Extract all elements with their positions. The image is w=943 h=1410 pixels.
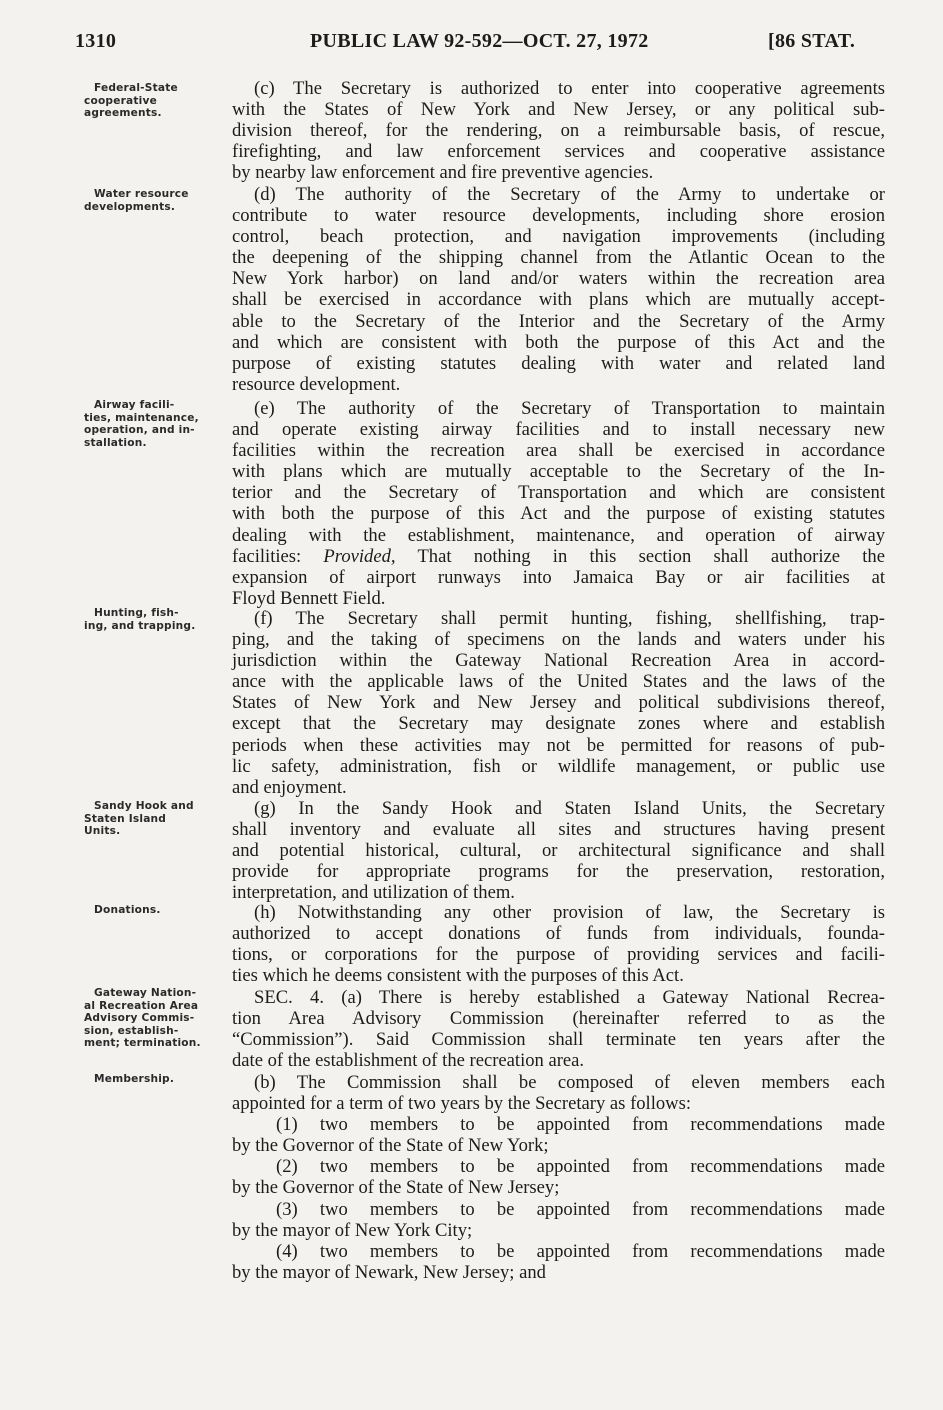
italic-text: Provided,: [323, 545, 396, 567]
text-line: (g) In the Sandy Hook and Staten Island Units, the Secretary: [254, 798, 885, 819]
text-line: by the Governor of the State of New Jersey;: [232, 1177, 560, 1199]
text-line: (d) The authority of the Secretary of the Army to undertake or: [254, 184, 885, 205]
text-line: and which are consistent with both the purpose of this Act and the: [232, 331, 885, 353]
text-line: division thereof, for the rendering, on a reimbursable basis, of rescue,: [232, 120, 885, 142]
text-line: ping, and the taking of specimens on the lands and waters under his: [232, 629, 885, 651]
margin-note-line: ment; termination.: [84, 1037, 201, 1050]
text-line: (1) two members to be appointed from recommendations made: [276, 1114, 885, 1136]
paragraph-sec4b: [232, 1072, 885, 1283]
text-line: shall inventory and evaluate all sites and structures having present: [232, 819, 885, 841]
margin-note-line: ties, maintenance,: [84, 411, 199, 424]
text-line: with plans which are mutually acceptable to the Secretary of the In-: [232, 461, 885, 483]
text-line: (3) two members to be appointed from recommendations made: [276, 1198, 885, 1220]
running-title: PUBLIC LAW 92-592—OCT. 27, 1972: [310, 30, 649, 52]
text-line: interpretation, and utilization of them.: [232, 882, 515, 904]
paragraph-e: [232, 398, 885, 609]
text-line: with the States of New York and New Jersey, or any political sub-: [232, 99, 885, 121]
text-line: (4) two members to be appointed from recommendations made: [276, 1240, 885, 1262]
text-line: by nearby law enforcement and fire preventive agencies.: [232, 162, 654, 184]
margin-note: [84, 399, 219, 449]
text-line: authorized to accept donations of funds from individuals, founda-: [232, 923, 885, 945]
text-line: purpose of existing statutes dealing with water and related land: [232, 352, 885, 374]
text-line: tions, or corporations for the purpose of providing services and facili-: [232, 944, 885, 966]
text-line: appointed for a term of two years by the Secretary as follows:: [232, 1093, 692, 1115]
text-line: Floyd Bennett Field.: [232, 587, 386, 609]
text-line: provide for appropriate programs for the preservation, restoration,: [232, 861, 885, 883]
text-line: by the Governor of the State of New York;: [232, 1135, 549, 1157]
text-line: periods when these activities may not be permitted for reasons of pub-: [232, 734, 885, 756]
margin-note: [84, 607, 219, 632]
text-line: shall be exercised in accordance with plans which are mutually accept-: [232, 289, 885, 311]
text-line: and operate existing airway facilities and to install necessary new: [232, 419, 885, 441]
text-line: [232, 546, 885, 567]
margin-note: [84, 188, 219, 213]
text-line: dealing with the establishment, maintenance, and operation of airway: [232, 524, 885, 546]
paragraph-d: [232, 184, 885, 395]
text-line: tion Area Advisory Commission (hereinafter referred to as the: [232, 1008, 885, 1030]
text-line: firefighting, and law enforcement services and cooperative assistance: [232, 141, 885, 163]
text-line: (h) Notwithstanding any other provision of law, the Secretary is: [254, 902, 885, 923]
margin-note-line: Hunting, fish-: [94, 607, 179, 619]
text-line: “Commission”). Said Commission shall terminate ten years after the: [232, 1029, 885, 1051]
statute-volume: [86 STAT.: [768, 30, 856, 52]
text-line: and potential historical, cultural, or architectural significance and shall: [232, 840, 885, 862]
margin-note-line: developments.: [84, 200, 176, 213]
margin-note-line: cooperative: [84, 94, 157, 107]
text-line: New York harbor) on land and/or waters within the recreation area: [232, 268, 885, 290]
text-line: (c) The Secretary is authorized to enter into cooperative agreements: [254, 78, 885, 99]
text-line: the deepening of the shipping channel from the Atlantic Ocean to the: [232, 247, 885, 269]
text-line: SEC. 4. (a) There is hereby established a Gateway National Recrea-: [254, 987, 885, 1008]
margin-note-line: Water resource: [94, 188, 189, 200]
text-line: facilities within the recreation area shall be exercised in accordance: [232, 440, 885, 462]
paragraph-c: [232, 78, 885, 183]
text-line: expansion of airport runways into Jamaica Bay or air facilities at: [232, 566, 885, 588]
text-line: date of the establishment of the recreation area.: [232, 1050, 585, 1072]
text-line: resource development.: [232, 373, 401, 395]
text-line: lic safety, administration, fish or wildlife management, or public use: [232, 755, 885, 777]
text-line: by the mayor of Newark, New Jersey; and: [232, 1261, 546, 1283]
text-line: except that the Secretary may designate zones where and establish: [232, 713, 885, 735]
text-segment: That nothing in this section shall authorize the: [395, 545, 885, 567]
paragraph-h: [232, 902, 885, 986]
text-line: jurisdiction within the Gateway National Recreation Area in accord-: [232, 650, 885, 672]
margin-note-line: Staten Island: [84, 812, 167, 825]
paragraph-f: [232, 608, 885, 798]
margin-note-line: Federal-State: [94, 82, 178, 94]
text-line: (b) The Commission shall be composed of eleven members each: [254, 1072, 885, 1093]
text-line: able to the Secretary of the Interior and the Secretary of the Army: [232, 310, 885, 332]
paragraph-sec4a: [232, 987, 885, 1071]
text-line: (2) two members to be appointed from recommendations made: [276, 1156, 885, 1178]
margin-note-line: Advisory Commis-: [84, 1012, 195, 1025]
margin-note-line: Units.: [84, 825, 121, 838]
margin-note-line: agreements.: [84, 107, 162, 120]
page-number: 1310: [75, 30, 117, 52]
text-line: contribute to water resource developments, including shore erosion: [232, 205, 885, 227]
text-line: ties which he deems consistent with the purposes of this Act.: [232, 965, 684, 987]
margin-note: [84, 904, 219, 917]
text-line: control, beach protection, and navigation improvements (including: [232, 226, 885, 248]
text-line: by the mayor of New York City;: [232, 1219, 473, 1241]
paragraph-g: [232, 798, 885, 903]
text-line: (f) The Secretary shall permit hunting, fishing, shellfishing, trap-: [254, 608, 885, 629]
text-line: terior and the Secretary of Transportation and which are consistent: [232, 482, 885, 504]
margin-note: [84, 987, 219, 1050]
margin-note-line: Airway facili-: [94, 399, 175, 411]
margin-note-line: Membership.: [94, 1073, 175, 1085]
text-line: (e) The authority of the Secretary of Transportation to maintain: [254, 398, 885, 419]
margin-note-line: operation, and in-: [84, 424, 195, 437]
margin-note: [84, 800, 219, 838]
text-line: with both the purpose of this Act and the purpose of existing statutes: [232, 503, 885, 525]
margin-note: [84, 82, 219, 120]
margin-note: [84, 1073, 219, 1086]
margin-note-line: ing, and trapping.: [84, 619, 196, 632]
margin-note-line: sion, establish-: [84, 1024, 179, 1037]
text-line: States of New York and New Jersey and political subdivisions thereof,: [232, 692, 885, 714]
text-line: ance with the applicable laws of the United States and the laws of the: [232, 671, 885, 693]
margin-note-line: al Recreation Area: [84, 999, 199, 1012]
margin-note-line: Donations.: [94, 904, 161, 916]
margin-note-line: stallation.: [84, 436, 147, 449]
margin-note-line: Gateway Nation-: [94, 987, 197, 999]
text-segment: facilities:: [232, 545, 324, 567]
text-line: and enjoyment.: [232, 776, 347, 798]
margin-note-line: Sandy Hook and: [94, 800, 194, 812]
